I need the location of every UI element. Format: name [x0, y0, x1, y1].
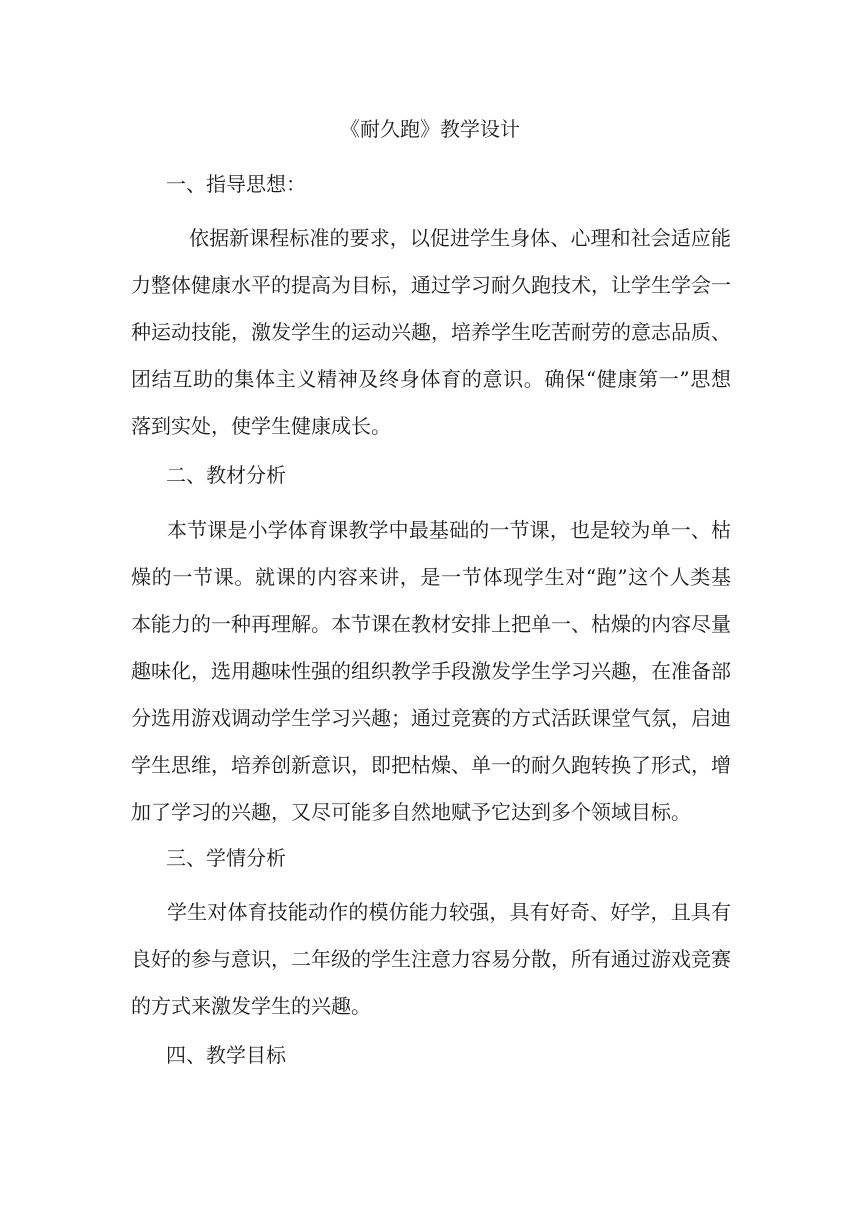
section-paragraph-student-analysis: 学生对体育技能动作的模仿能力较强，具有好奇、好学，且具有良好的参与意识，二年级的学生注意力容易分散，所有通过游戏竞赛的方式来激发学生的兴趣。: [131, 900, 731, 1018]
section-heading-material-analysis: 二、教材分析: [166, 463, 286, 487]
section-paragraph-material-analysis: 本节课是小学体育课教学中最基础的一节课，也是较为单一、枯燥的一节课。就课的内容来讲，是一节体现学生对“跑”这个人类基本能力的一种再理解。本节课在教材安排上把单一、枯燥的内容尽量趣味化，选用趣味性强的组织教学手段激发学生学习兴趣，在准备部分选用游戏调动学生学习兴趣；通过竞赛的方式活跃课堂气氛，启迪学生思维，培养创新意识，即把枯燥、单一的耐久跑转换了形式，增加了学习的兴趣，又尽可能多自然地赋予它达到多个领域目标。: [131, 518, 731, 824]
section-heading-guiding-thought: 一、指导思想：: [166, 172, 306, 196]
section-heading-teaching-objectives: 四、教学目标: [166, 1043, 286, 1067]
section-paragraph-guiding-thought: 依据新课程标准的要求，以促进学生身体、心理和社会适应能力整体健康水平的提高为目标，通过学习耐久跑技术，让学生学会一种运动技能，激发学生的运动兴趣，培养学生吃苦耐劳的意志品质、团结互助的集体主义精神及终身体育的意识。确保“健康第一”思想落到实处，使学生健康成长。: [131, 226, 731, 438]
section-heading-student-analysis: 三、学情分析: [166, 846, 286, 870]
document-title: 《耐久跑》教学设计: [340, 117, 520, 141]
